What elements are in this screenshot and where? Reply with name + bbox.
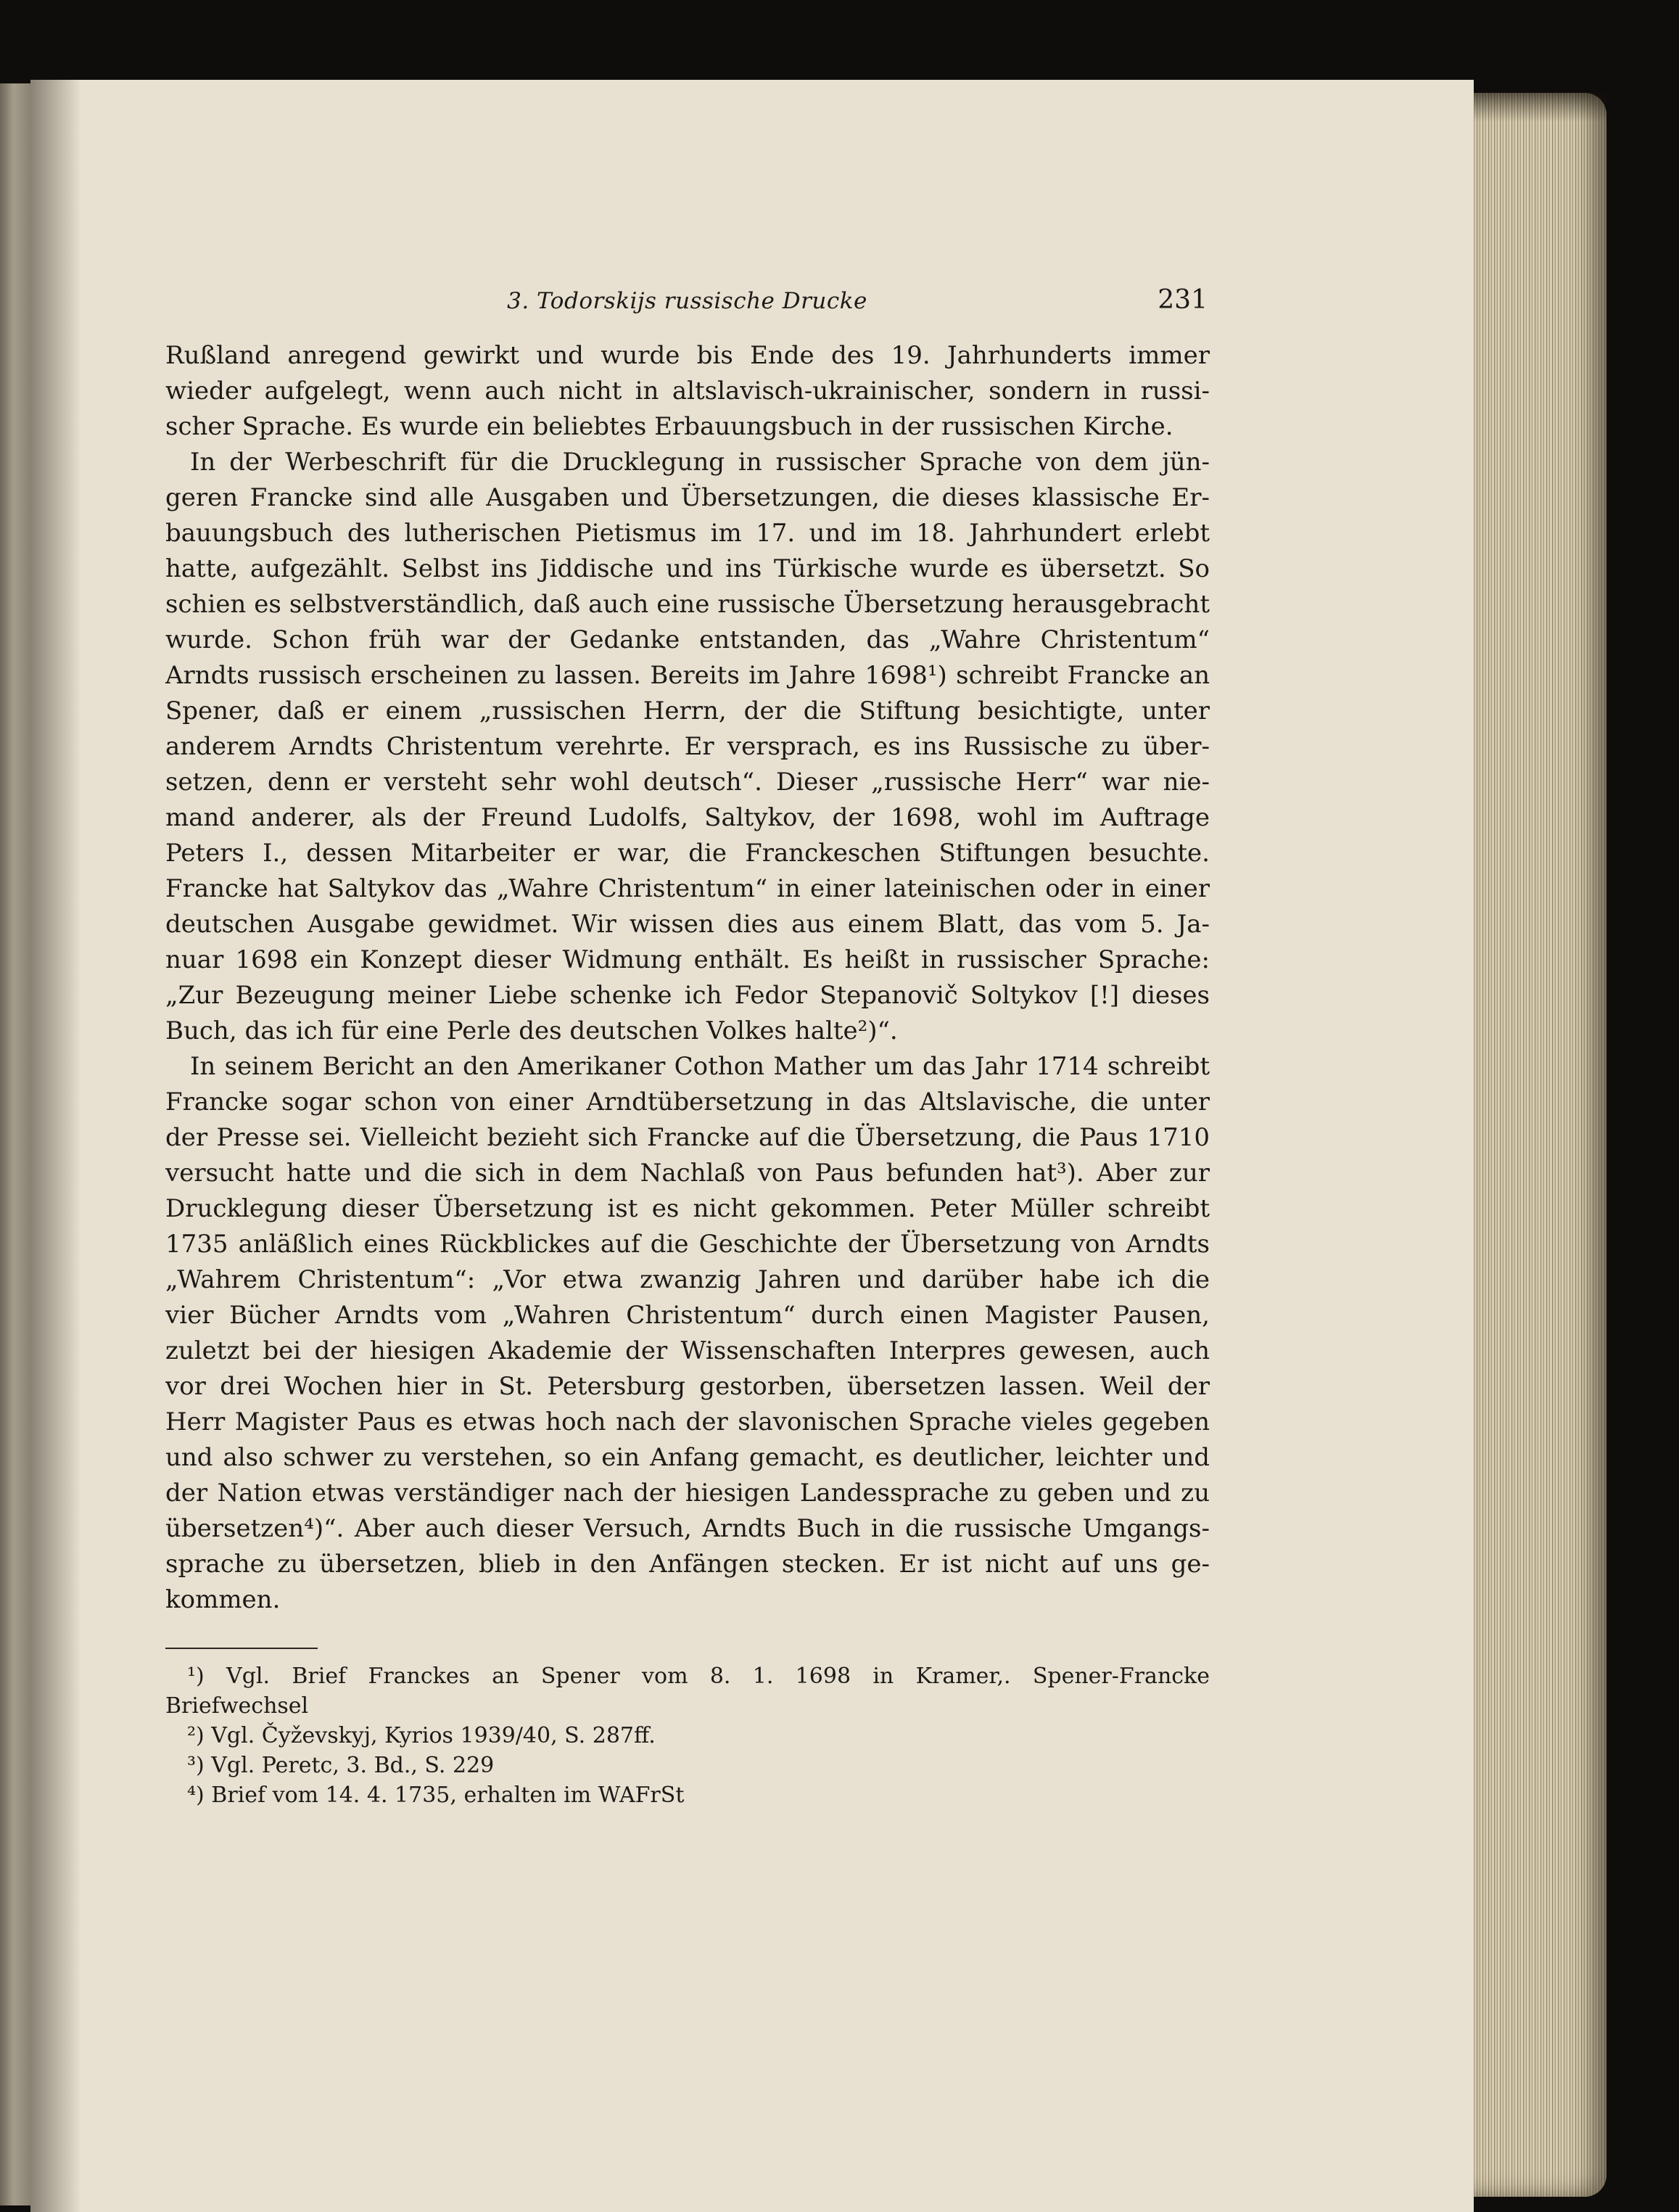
text-line: und also schwer zu verstehen, so ein Anfang gemacht, es deutlicher, leichter und bbox=[165, 1443, 1210, 1472]
text-line: zuletzt bei der hiesigen Akademie der Wissenschaften Interpres gewesen, auch bbox=[165, 1336, 1210, 1365]
text-line: Rußland anregend gewirkt und wurde bis Ende des 19. Jahrhunderts immer bbox=[165, 341, 1210, 370]
left-page-edge bbox=[0, 83, 30, 2205]
text-line: Herr Magister Paus es etwas hoch nach der slavonischen Sprache vieles gegeben bbox=[165, 1407, 1210, 1436]
text-line: übersetzen⁴)“. Aber auch dieser Versuch, Arndts Buch in die russische Umgangs- bbox=[165, 1514, 1210, 1543]
footnote-line: ²) Vgl. Čyževskyj, Kyrios 1939/40, S. 287ff. bbox=[187, 1723, 656, 1748]
running-title: 3. Todorskijs russische Drucke bbox=[507, 288, 867, 314]
text-line: In der Werbeschrift für die Drucklegung in russischer Sprache von dem jün- bbox=[190, 448, 1210, 477]
footnote-rule bbox=[165, 1648, 318, 1649]
text-line: schien es selbstverständlich, daß auch eine russische Übersetzung herausgebracht bbox=[165, 590, 1210, 619]
gutter-shadow bbox=[30, 80, 81, 2212]
text-line: hatte, aufgezählt. Selbst ins Jiddische und ins Türkische wurde es übersetzt. So bbox=[165, 554, 1210, 583]
footnotes bbox=[165, 1661, 1210, 1810]
text-line: Peters I., dessen Mitarbeiter er war, die Franckeschen Stiftungen besuchte. bbox=[165, 839, 1210, 868]
text-line: nuar 1698 ein Konzept dieser Widmung enthält. Es heißt in russischer Sprache: bbox=[165, 945, 1210, 974]
text-line: Francke hat Saltykov das „Wahre Christentum“ in einer lateinischen oder in einer bbox=[165, 874, 1210, 903]
page-edges-shadow bbox=[1469, 93, 1606, 122]
text-line: wieder aufgelegt, wenn auch nicht in altslavisch-ukrainischer, sondern in russi- bbox=[165, 377, 1210, 406]
text-line: „Zur Bezeugung meiner Liebe schenke ich Fedor Stepanovič Soltykov [!] dieses bbox=[165, 981, 1210, 1010]
text-line: 1735 anläßlich eines Rückblickes auf die Geschichte der Übersetzung von Arndts bbox=[165, 1230, 1210, 1259]
footnote-line: Briefwechsel bbox=[165, 1693, 309, 1719]
text-line: kommen. bbox=[165, 1585, 281, 1614]
text-line: Drucklegung dieser Übersetzung ist es nicht gekommen. Peter Müller schreibt bbox=[165, 1194, 1210, 1223]
text-line: bauungsbuch des lutherischen Pietismus im 17. und im 18. Jahrhundert erlebt bbox=[165, 519, 1210, 548]
text-line: Buch, das ich für eine Perle des deutschen Volkes halte²)“. bbox=[165, 1016, 898, 1045]
text-line: der Presse sei. Vielleicht bezieht sich Francke auf die Übersetzung, die Paus 1710 bbox=[165, 1123, 1210, 1152]
running-head bbox=[167, 285, 1208, 321]
text-line: mand anderer, als der Freund Ludolfs, Saltykov, der 1698, wohl im Auftrage bbox=[165, 803, 1210, 832]
text-line: setzen, denn er versteht sehr wohl deutsch“. Dieser „russische Herr“ war nie- bbox=[165, 768, 1210, 797]
text-line: wurde. Schon früh war der Gedanke entstanden, das „Wahre Christentum“ bbox=[165, 625, 1210, 654]
text-line: Spener, daß er einem „russischen Herrn, der die Stiftung besichtigte, unter bbox=[165, 696, 1210, 725]
body-text bbox=[165, 338, 1210, 1618]
text-line: Arndts russisch erscheinen zu lassen. Bereits im Jahre 1698¹) schreibt Francke an bbox=[165, 661, 1210, 690]
text-line: In seinem Bericht an den Amerikaner Cothon Mather um das Jahr 1714 schreibt bbox=[190, 1052, 1210, 1081]
text-line: deutschen Ausgabe gewidmet. Wir wissen dies aus einem Blatt, das vom 5. Ja- bbox=[165, 910, 1210, 939]
text-line: scher Sprache. Es wurde ein beliebtes Erbauungsbuch in der russischen Kirche. bbox=[165, 412, 1173, 441]
text-line: Francke sogar schon von einer Arndtübersetzung in das Altslavische, die unter bbox=[165, 1088, 1210, 1117]
page-edges-stack bbox=[1469, 93, 1606, 2197]
footnote-line: ⁴) Brief vom 14. 4. 1735, erhalten im WAFrSt bbox=[187, 1783, 685, 1808]
text-line: geren Francke sind alle Ausgaben und Übersetzungen, die dieses klassische Er- bbox=[165, 483, 1210, 512]
text-line: vor drei Wochen hier in St. Petersburg gestorben, übersetzen lassen. Weil der bbox=[165, 1372, 1210, 1401]
footnote-line: ¹) Vgl. Brief Franckes an Spener vom 8. 1. 1698 in Kramer,. Spener-Francke bbox=[187, 1664, 1210, 1689]
footnote-line: ³) Vgl. Peretc, 3. Bd., S. 229 bbox=[187, 1753, 495, 1778]
text-line: anderem Arndts Christentum verehrte. Er versprach, es ins Russische zu über- bbox=[165, 732, 1210, 761]
text-line: „Wahrem Christentum“: „Vor etwa zwanzig Jahren und darüber habe ich die bbox=[165, 1265, 1210, 1294]
text-line: vier Bücher Arndts vom „Wahren Christentum“ durch einen Magister Pausen, bbox=[165, 1301, 1210, 1330]
text-line: sprache zu übersetzen, blieb in den Anfängen stecken. Er ist nicht auf uns ge- bbox=[165, 1550, 1210, 1579]
page-number: 231 bbox=[1158, 285, 1208, 315]
text-line: versucht hatte und die sich in dem Nachlaß von Paus befunden hat³). Aber zur bbox=[165, 1159, 1210, 1188]
text-line: der Nation etwas verständiger nach der hiesigen Landessprache zu geben und zu bbox=[165, 1479, 1210, 1508]
